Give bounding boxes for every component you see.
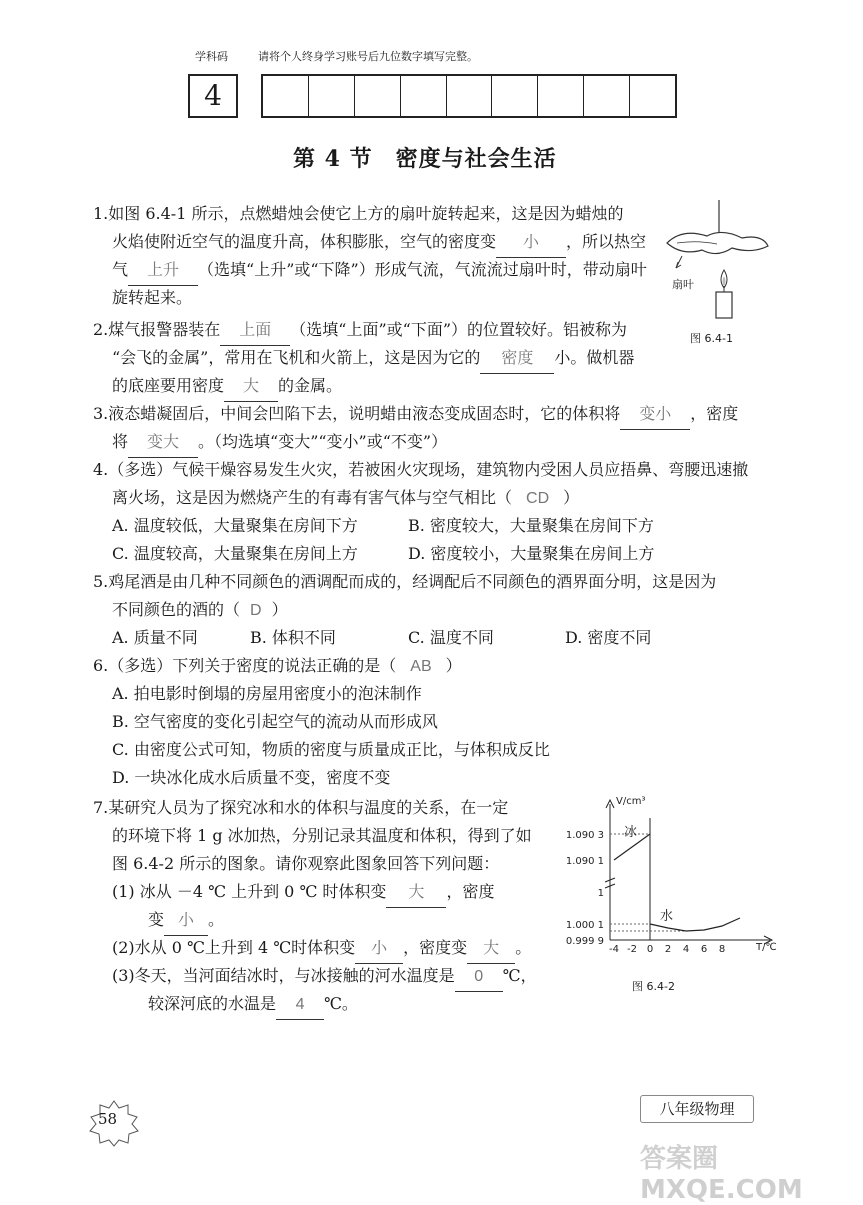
q5-line1: 5.鸡尾酒是由几种不同颜色的酒调配而成的，经调配后不同颜色的酒界面分明，这是因为 (93, 572, 717, 591)
book-label: 八年级物理 (640, 1095, 754, 1123)
page-number: 58 (98, 1110, 118, 1128)
q7-sub3-line1: (3)冬天，当河面结冰时，与冰接触的河水温度是 0 ℃， (112, 962, 537, 992)
q5-option-d: D. 密度不同 (565, 628, 652, 647)
q7-sub2-answer1: 小 (355, 935, 403, 964)
q7-line3: 图 6.4-2 所示的图象。请你观察此图象回答下列问题： (112, 854, 500, 873)
q6-option-d: D. 一块冰化成水后质量不变，密度不变 (112, 768, 391, 787)
candle-fan-figure (662, 198, 772, 323)
digit-box[interactable] (309, 76, 355, 116)
q1-line3: 气 上升 （选填“上升”或“下降”）形成气流，气流流过扇叶时，带动扇叶 (112, 256, 647, 286)
q3-answer1: 变小 (620, 401, 690, 430)
fig1-caption: 图 6.4-1 (690, 332, 733, 345)
x-tick-label: 2 (664, 944, 672, 955)
q3-line1: 3.液态蜡凝固后，中间会凹陷下去，说明蜡由液态变成固态时，它的体积将 变小 ，密度 (93, 400, 738, 430)
x-tick-label: 4 (682, 944, 690, 955)
q4-option-a: A. 温度较低，大量聚集在房间下方 (112, 516, 358, 535)
digit-box[interactable] (584, 76, 630, 116)
x-axis-label: T/℃ (756, 942, 777, 953)
y-tick-label: 0.999 9 (565, 936, 604, 947)
y-tick-label: 1.000 1 (565, 920, 604, 931)
q2-answer3: 大 (224, 373, 278, 402)
q5-answer: D (250, 602, 262, 619)
y-tick-label: 1 (597, 888, 604, 899)
q4-answer: CD (526, 490, 550, 507)
x-tick-label: 8 (718, 944, 726, 955)
q6-option-c: C. 由密度公式可知，物质的密度与质量成正比，与体积成反比 (112, 740, 550, 759)
q5-option-c: C. 温度不同 (408, 628, 494, 647)
q7-sub3-answer2: 4 (276, 991, 324, 1020)
q1-line2: 火焰使附近空气的温度升高，体积膨胀，空气的密度变 小 ，所以热空 (112, 228, 646, 258)
account-digit-boxes[interactable] (261, 74, 677, 118)
q7-line2: 的环境下将 1 g 冰加热，分别记录其温度和体积，得到了如 (112, 826, 532, 845)
ice-series-label: 冰 (624, 825, 638, 840)
q2-line2: “会飞的金属”，常用在飞机和火箭上，这是因为它的 密度 小。做机器 (112, 344, 634, 374)
q2-line3: 的底座要用密度 大 的金属。 (112, 372, 342, 402)
digit-box[interactable] (355, 76, 401, 116)
digit-box[interactable] (538, 76, 584, 116)
q1-answer2: 上升 (128, 257, 198, 286)
q2-line1: 2.煤气报警器装在 上面 （选填“上面”或“下面”）的位置较好。铝被称为 (93, 316, 627, 346)
q6-line1: 6.（多选）下列关于密度的说法正确的是（ AB ） (93, 656, 462, 675)
digit-box[interactable] (401, 76, 447, 116)
volume-temperature-chart (560, 790, 780, 960)
q6-option-a: A. 拍电影时倒塌的房屋用密度小的泡沫制作 (112, 684, 422, 703)
q7-sub2-answer2: 大 (467, 935, 515, 964)
q1-line1: 1.如图 6.4-1 所示，点燃蜡烛会使它上方的扇叶旋转起来，这是因为蜡烛的 (93, 204, 624, 223)
q5-line2: 不同颜色的酒的（ D ） (112, 600, 288, 619)
digit-box[interactable] (447, 76, 493, 116)
q7-sub1-answer1: 大 (386, 879, 446, 908)
q4-line1: 4.（多选）气候干燥容易发生火灾，若被困火灾现场，建筑物内受困人员应捂鼻、弯腰迅速撤 (93, 460, 749, 479)
digit-box[interactable] (492, 76, 538, 116)
x-tick-label: -4 (609, 944, 619, 955)
q5-option-a: A. 质量不同 (112, 628, 198, 647)
q2-answer2: 密度 (480, 345, 554, 374)
x-tick-label: 0 (646, 944, 654, 955)
digit-box[interactable] (630, 76, 675, 116)
subject-code-label: 学科码 (195, 50, 228, 63)
q7-line1: 7.某研究人员为了探究冰和水的体积与温度的关系，在一定 (93, 798, 509, 817)
q2-answer1: 上面 (220, 317, 290, 346)
q1-line4: 旋转起来。 (112, 288, 193, 307)
q3-answer2: 变大 (128, 429, 198, 458)
q3-line2: 将 变大 。（均选填“变大”“变小”或“不变”） (112, 428, 447, 458)
subject-code: 4 (204, 79, 222, 112)
q4-option-c: C. 温度较高，大量聚集在房间上方 (112, 544, 358, 563)
fig1-fan-label: 扇叶 (672, 278, 694, 291)
watermark: 答案圈 MXQE.COM (640, 1144, 803, 1205)
q7-sub1-answer2: 小 (164, 907, 208, 936)
y-axis-label: V/cm³ (616, 796, 646, 807)
q6-option-b: B. 空气密度的变化引起空气的流动从而形成风 (112, 712, 438, 731)
instruction-text: 请将个人终身学习账号后九位数字填写完整。 (258, 50, 478, 63)
subject-code-box (188, 74, 238, 118)
q4-line2: 离火场，这是因为燃烧产生的有毒有害气体与空气相比（ CD ） (112, 488, 580, 507)
y-tick-label: 1.090 1 (565, 856, 604, 867)
q7-sub1-line2: 变 小 。 (148, 906, 224, 936)
y-tick-label: 1.090 3 (565, 830, 604, 841)
candle-icon (716, 292, 732, 318)
x-tick-label: 6 (700, 944, 708, 955)
q4-option-d: D. 密度较小，大量聚集在房间上方 (408, 544, 655, 563)
q1-answer1: 小 (496, 229, 566, 258)
q7-sub3-line2: 较深河底的水温是 4 ℃。 (148, 990, 358, 1020)
q5-option-b: B. 体积不同 (250, 628, 336, 647)
fan-blade-icon (667, 232, 768, 253)
q4-option-b: B. 密度较大，大量聚集在房间下方 (408, 516, 654, 535)
fig2-caption: 图 6.4-2 (632, 980, 675, 993)
water-series-label: 水 (660, 909, 674, 924)
q7-sub3-answer1: 0 (455, 963, 503, 992)
q7-sub1-line1: (1) 冰从 －4 ℃ 上升到 0 ℃ 时体积变 大 ，密度 (112, 878, 494, 908)
q6-answer: AB (410, 658, 432, 675)
q7-sub2: (2)水从 0 ℃上升到 4 ℃时体积变 小 ，密度变 大 。 (112, 934, 531, 964)
section-title: 第 4 节 密度与社会生活 (293, 146, 557, 172)
digit-box[interactable] (263, 76, 309, 116)
x-tick-label: -2 (627, 944, 637, 955)
